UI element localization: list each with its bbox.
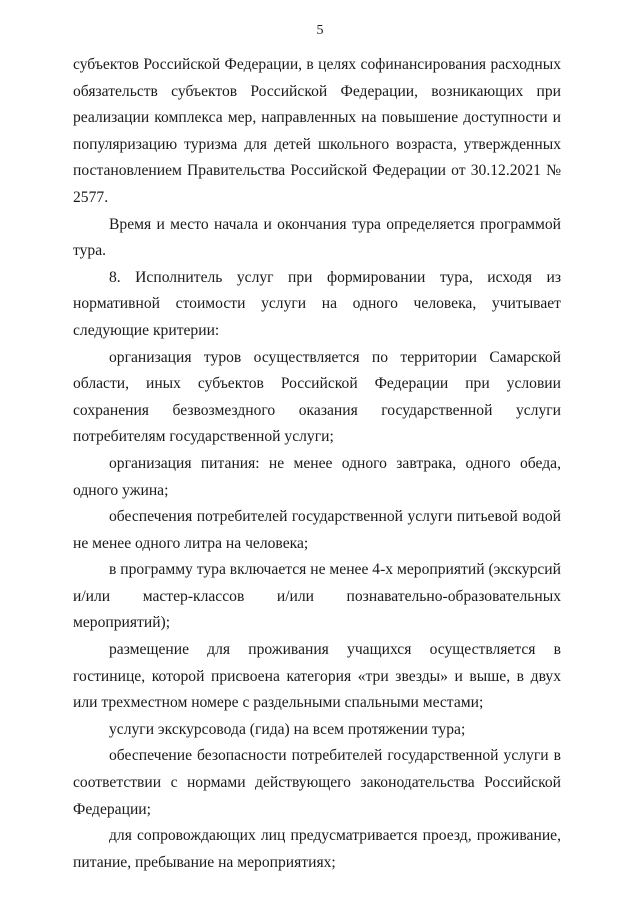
criterion-meals: организация питания: не менее одного завтрака, одного обеда, одного ужина;	[73, 454, 561, 499]
criterion-safety: обеспечение безопасности потребителей государственной услуги в соответствии с нормами действующего законодательства Российской Федерации;	[73, 747, 561, 818]
paragraph-item-8: 8. Исполнитель услуг при формировании тура, исходя из нормативной стоимости услуги на одного человека, учитывает следующие критерии:	[73, 268, 561, 339]
criterion-drinking-water: обеспечения потребителей государственной услуги питьевой водой не менее одного литра на человека;	[73, 508, 561, 552]
page-number: 5	[316, 23, 324, 38]
criterion-guide-services: услуги экскурсовода (гида) на всем протяжении тура;	[109, 720, 466, 738]
paragraph-continuation: субъектов Российской Федерации, в целях софинансирования расходных обязательств субъектов Российской Федерации, возникающих при реализации комплекса мер, направленных на повышение доступности и популяризацию туризма для детей школьного возраста, утвержденных постановлением Правительства Российской Федерации от 30.12.2021 № 2577.	[73, 56, 561, 206]
paragraph-tour-time-place: Время и место начала и окончания тура определяется программой тура.	[73, 215, 561, 260]
criterion-territory: организация туров осуществляется по территории Самарской области, иных субъектов Российской Федерации при условии сохранения безвозмездного оказания государственной услуги потребителям государственной услуги;	[73, 348, 561, 446]
criterion-accommodation: размещение для проживания учащихся осуществляется в гостинице, которой присвоена категория «три звезды» и выше, в двух или трехместном номере с раздельными спальными местами;	[73, 641, 561, 712]
criterion-activities: в программу тура включается не менее 4-х мероприятий (экскурсий и/или мастер-классов и/или познавательно-образовательных мероприятий);	[73, 561, 561, 632]
criterion-escorts: для сопровождающих лиц предусматривается проезд, проживание, питание, пребывание на мероприятиях;	[73, 827, 561, 871]
document-body	[73, 52, 561, 876]
